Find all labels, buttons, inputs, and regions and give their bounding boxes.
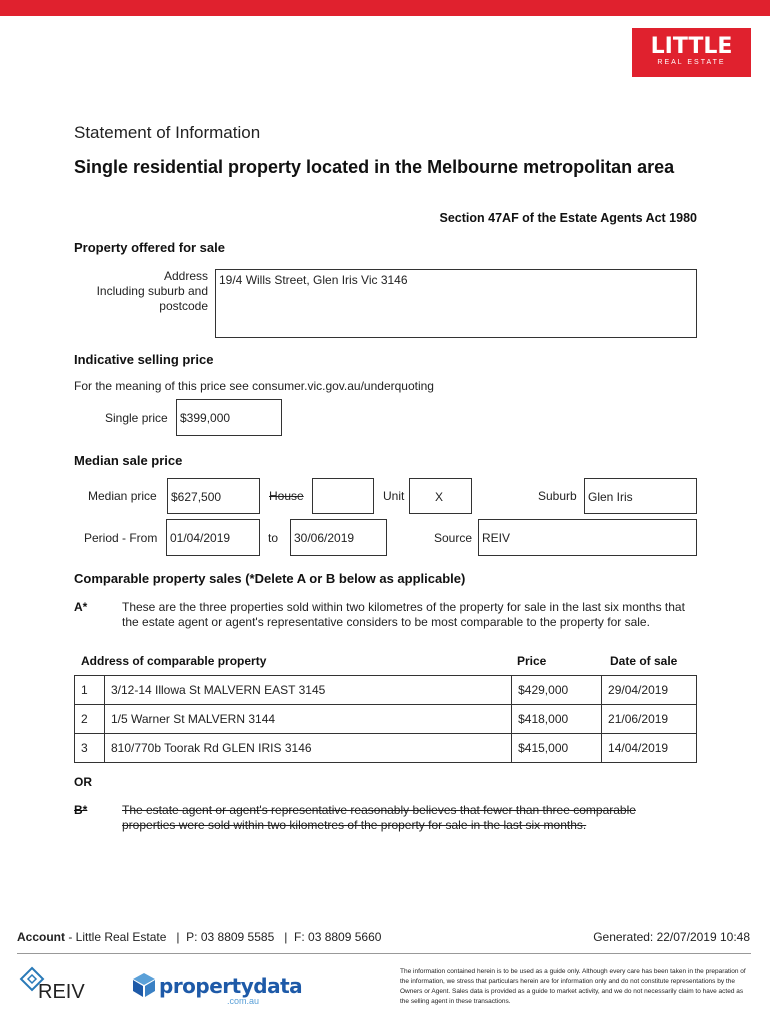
house-label: House [269,489,304,503]
or-label: OR [74,775,92,789]
row-date[interactable]: 29/04/2019 [602,676,697,705]
period-to-field[interactable]: 30/06/2019 [290,519,387,556]
logo-wordmark: LITTLE [650,34,733,59]
to-label: to [268,531,279,545]
comparable-heading: Comparable property sales (*Delete A or B below as applicable) [74,571,466,586]
propertydata-domain: .com.au [227,996,260,1006]
account-label: Account [17,930,65,944]
account-details: - Little Real Estate | P: 03 8809 5585 | F: 03 8809 5660 [65,930,382,944]
row-date[interactable]: 14/04/2019 [602,734,697,763]
row-address[interactable]: 3/12-14 Illowa St MALVERN EAST 3145 [104,676,511,705]
address-label-line3: postcode [159,299,208,313]
indicative-heading: Indicative selling price [74,352,214,367]
account-info [17,930,381,944]
reiv-wordmark: REIV [38,981,85,1003]
property-heading: Property offered for sale [74,240,225,255]
row-price[interactable]: $415,000 [512,734,602,763]
logo-subtitle: REAL ESTATE [657,59,726,66]
propertydata-wordmark: propertydata [159,974,303,998]
reiv-logo [18,965,98,1007]
comparable-sales-table [74,675,697,763]
source-label: Source [434,531,473,545]
suburb-field[interactable]: Glen Iris [584,478,697,514]
row-address[interactable]: 1/5 Warner St MALVERN 3144 [104,705,511,734]
single-price-label: Single price [105,411,168,425]
table-row [75,676,697,705]
top-red-bar [0,0,770,16]
address-label [60,269,208,314]
source-field[interactable]: REIV [478,519,697,556]
little-real-estate-logo [632,28,751,77]
row-number: 3 [75,734,105,763]
option-a-text: These are the three properties sold within two kilometres of the property for sale in the last six months that the estate agent or agent's representative considers to be most comparable to the property for sale. [122,600,685,629]
col-address-header: Address of comparable property [81,654,267,668]
address-label-line2: Including suburb and [96,284,208,298]
underquoting-note: For the meaning of this price see consumer.vic.gov.au/underquoting [74,379,434,393]
propertydata-logo [132,972,303,1008]
option-a-label: A* [74,600,88,614]
address-field[interactable]: 19/4 Wills Street, Glen Iris Vic 3146 [215,269,697,338]
col-price-header: Price [517,654,547,668]
footer-divider [17,953,751,954]
col-date-header: Date of sale [610,654,678,668]
median-price-field[interactable]: $627,500 [167,478,260,514]
row-number: 1 [75,676,105,705]
row-number: 2 [75,705,105,734]
option-b-label: B* [74,803,88,817]
median-price-label: Median price [88,489,157,503]
house-field[interactable] [312,478,374,514]
propertydata-cube-icon [132,972,156,998]
document-title: Single residential property located in the Melbourne metropolitan area [74,157,675,177]
median-heading: Median sale price [74,453,183,468]
unit-label: Unit [383,489,405,503]
section-reference: Section 47AF of the Estate Agents Act 1980 [439,211,697,225]
single-price-field[interactable]: $399,000 [176,399,282,436]
disclaimer-text: The information contained herein is to be used as a guide only. Although every care has been taken in the preparation of the information, we stress that particulars herein are for information only and do not constitute representations by the Owners or Agent. Sales data is provided as a guide to market activity, and we do not necessarily claim to have acted as the selling agent in these transactions. [400,968,746,1005]
period-label: Period - From [84,531,158,545]
unit-field[interactable]: X [409,478,472,514]
statement-title: Statement of Information [74,123,261,142]
row-date[interactable]: 21/06/2019 [602,705,697,734]
generated-timestamp: Generated: 22/07/2019 10:48 [593,930,750,944]
address-label-line1: Address [163,269,208,283]
row-price[interactable]: $418,000 [512,705,602,734]
table-row [75,734,697,763]
row-price[interactable]: $429,000 [512,676,602,705]
table-row [75,705,697,734]
period-from-field[interactable]: 01/04/2019 [166,519,260,556]
row-address[interactable]: 810/770b Toorak Rd GLEN IRIS 3146 [104,734,511,763]
suburb-label: Suburb [538,489,577,503]
option-b-text: The estate agent or agent's representative reasonably believes that fewer than three comparable properties were sold within two kilometres of the property for sale in the last six months. [122,803,636,832]
